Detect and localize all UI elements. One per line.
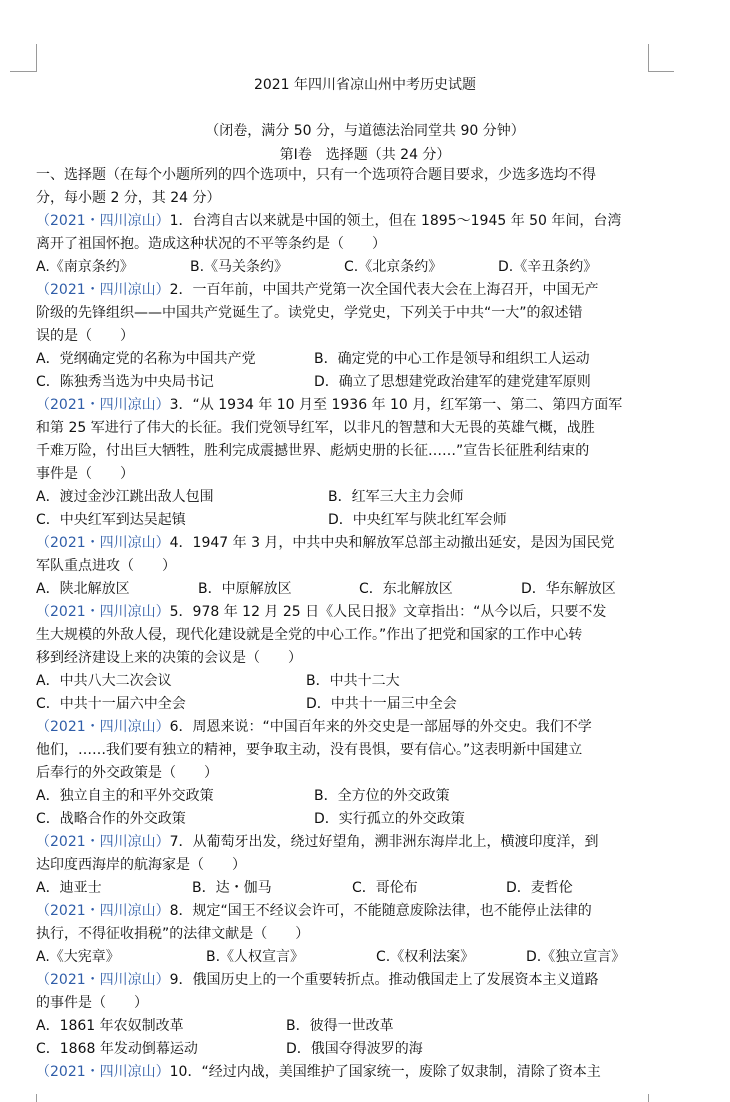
crop-mark-top-right-vertical — [648, 44, 649, 72]
source-tag: （2021・四川凉山） — [36, 719, 170, 735]
option-d: D．俄国夺得波罗的海 — [286, 1041, 423, 1057]
question-10-line — [36, 1061, 696, 1084]
question-8-line — [36, 900, 696, 923]
option-a: A．陕北解放区 — [36, 581, 130, 597]
option-b: B．全方位的外交政策 — [314, 788, 450, 804]
option-d: D．麦哲伦 — [506, 880, 573, 896]
crop-mark-top-left-vertical — [36, 44, 37, 72]
question-3-options-row2 — [36, 509, 696, 532]
question-2-options-row2 — [36, 371, 696, 394]
option-b: B．达・伽马 — [192, 880, 272, 896]
crop-mark-bottom-left-vertical — [36, 1094, 37, 1102]
instruction-line: 一、选择题（在每个小题所列的四个选项中，只有一个选项符合题目要求，少选多选均不得 — [36, 167, 596, 183]
option-d: D．中央红军与陕北红军会师 — [328, 512, 507, 528]
question-6-options-row1 — [36, 785, 696, 808]
source-tag: （2021・四川凉山） — [36, 972, 170, 988]
question-7-text: 7．从葡萄牙出发，绕过好望角，溯非洲东海岸北上，横渡印度洋，到 — [169, 834, 599, 850]
option-a: A．中共八大二次会议 — [36, 673, 172, 689]
question-5-line: 生大规模的外敌人侵，现代化建设就是全党的中心工作。”作出了把党和国家的工作中心转 — [36, 627, 583, 643]
crop-mark-bottom-right-vertical — [648, 1094, 649, 1102]
question-3-line: 事件是（ ） — [36, 466, 134, 482]
question-5-line: 移到经济建设上来的决策的会议是（ ） — [36, 650, 302, 666]
question-4-line: 军队重点进攻（ ） — [36, 558, 176, 574]
question-5-options-row2 — [36, 693, 696, 716]
document-subtitle: （闭卷，满分 50 分，与道德法治同堂共 90 分钟） — [205, 123, 525, 139]
source-tag: （2021・四川凉山） — [36, 903, 170, 919]
question-9-options-row2 — [36, 1038, 696, 1061]
option-b: B．确定党的中心工作是领导和组织工人运动 — [314, 351, 590, 367]
section-heading: 第Ⅰ卷 选择题（共 24 分） — [279, 147, 451, 163]
option-b: B．中共十二大 — [306, 673, 400, 689]
question-5-text: 5．978 年 12 月 25 日《人民日报》文章指出：“从今以后，只要不发 — [169, 604, 607, 620]
option-d: D.《辛丑条约》 — [498, 259, 598, 275]
question-7-line — [36, 831, 696, 854]
source-tag: （2021・四川凉山） — [36, 213, 170, 229]
option-d: D．确立了思想建党政治建军的建党建军原则 — [314, 374, 591, 390]
question-4-line — [36, 532, 696, 555]
crop-mark-top-right-horizontal — [648, 71, 674, 72]
question-6-text: 6．周恩来说：“中国百年来的外交史是一部屈辱的外交史。我们不学 — [169, 719, 592, 735]
question-4-options — [36, 578, 696, 601]
source-tag: （2021・四川凉山） — [36, 535, 170, 551]
source-tag: （2021・四川凉山） — [36, 604, 170, 620]
question-10-text: 10．“经过内战，美国维护了国家统一，废除了奴隶制，清除了资本主 — [169, 1064, 601, 1080]
question-3-line: 和第 25 军进行了伟大的长征。我们党领导红军，以非凡的智慧和大无畏的英雄气概，战胜 — [36, 420, 595, 436]
option-b: B．中原解放区 — [198, 581, 292, 597]
option-a: A．党纲确定党的名称为中国共产党 — [36, 351, 256, 367]
option-c: C．哥伦布 — [352, 880, 418, 896]
question-1-options — [36, 256, 696, 279]
question-6-options-row2 — [36, 808, 696, 831]
question-2-line: 误的是（ ） — [36, 328, 134, 344]
option-c: C.《权利法案》 — [376, 949, 475, 965]
option-a: A．渡过金沙江跳出敌人包围 — [36, 489, 214, 505]
option-b: B．红军三大主力会师 — [328, 489, 464, 505]
option-a: A．1861 年农奴制改革 — [36, 1018, 184, 1034]
question-3-line: 千难万险，付出巨大牺牲，胜利完成震撼世界、彪炳史册的长征……”宣告长征胜利结束的 — [36, 443, 590, 459]
question-9-text: 9．俄国历史上的一个重要转折点。推动俄国走上了发展资本主义道路 — [169, 972, 599, 988]
option-d: D．中共十一届三中全会 — [306, 696, 457, 712]
option-d: D．华东解放区 — [521, 581, 616, 597]
question-5-options-row1 — [36, 670, 696, 693]
option-c: C．陈独秀当选为中央局书记 — [36, 374, 214, 390]
question-3-options-row1 — [36, 486, 696, 509]
question-9-line: 的事件是（ ） — [36, 995, 148, 1011]
option-c: C．东北解放区 — [359, 581, 453, 597]
option-c: C.《北京条约》 — [344, 259, 443, 275]
option-b: B．彼得一世改革 — [286, 1018, 394, 1034]
question-9-line — [36, 969, 696, 992]
option-c: C．中共十一届六中全会 — [36, 696, 186, 712]
source-tag: （2021・四川凉山） — [36, 1064, 170, 1080]
option-d: D.《独立宣言》 — [526, 949, 626, 965]
option-a: A．独立自主的和平外交政策 — [36, 788, 214, 804]
question-2-text: 2．一百年前，中国共产党第一次全国代表大会在上海召开，中国无产 — [169, 282, 599, 298]
document-title: 2021 年四川省凉山州中考历史试题 — [253, 77, 477, 93]
question-2-line — [36, 279, 696, 302]
instruction-line: 分，每小题 2 分，其 24 分） — [36, 190, 221, 206]
option-b: B.《马关条约》 — [190, 259, 289, 275]
question-4-text: 4．1947 年 3 月，中共中央和解放军总部主动撤出延安，是因为国民党 — [169, 535, 615, 551]
crop-mark-top-left-horizontal — [10, 71, 37, 72]
question-8-text: 8．规定“国王不经议会许可，不能随意废除法律，也不能停止法律的 — [169, 903, 592, 919]
question-6-line: 后奉行的外交政策是（ ） — [36, 765, 218, 781]
source-tag: （2021・四川凉山） — [36, 282, 170, 298]
question-8-line: 执行，不得征收捐税”的法律文献是（ ） — [36, 926, 310, 942]
question-2-line: 阶级的先锋组织——中国共产党诞生了。读党史，学党史，下列关于中共“一大”的叙述错 — [36, 305, 583, 321]
question-1-line — [36, 210, 696, 233]
source-tag: （2021・四川凉山） — [36, 834, 170, 850]
question-6-line: 他们，……我们要有独立的精神，要争取主动，没有畏惧，要有信心。”这表明新中国建立 — [36, 742, 583, 758]
option-a: A.《南京条约》 — [36, 259, 134, 275]
option-c: C．1868 年发动倒幕运动 — [36, 1041, 198, 1057]
question-list — [36, 164, 696, 1084]
question-3-text: 3．“从 1934 年 10 月至 1936 年 10 月，红军第一、第二、第四方面军 — [169, 397, 623, 413]
question-1-line: 离开了祖国怀抱。造成这种状况的不平等条约是（ ） — [36, 236, 386, 252]
question-7-options — [36, 877, 696, 900]
question-1-text: 1．台湾自古以来就是中国的领土，但在 1895～1945 年 50 年间，台湾 — [169, 213, 622, 229]
option-c: C．中央红军到达吴起镇 — [36, 512, 186, 528]
question-7-line: 达印度西海岸的航海家是（ ） — [36, 857, 246, 873]
source-tag: （2021・四川凉山） — [36, 397, 170, 413]
question-9-options-row1 — [36, 1015, 696, 1038]
question-3-line — [36, 394, 696, 417]
question-8-options — [36, 946, 696, 969]
question-6-line — [36, 716, 696, 739]
option-d: D．实行孤立的外交政策 — [314, 811, 465, 827]
option-a: A.《大宪章》 — [36, 949, 120, 965]
question-2-options-row1 — [36, 348, 696, 371]
option-c: C．战略合作的外交政策 — [36, 811, 186, 827]
option-a: A．迪亚士 — [36, 880, 102, 896]
option-b: B.《人权宣言》 — [206, 949, 305, 965]
question-5-line — [36, 601, 696, 624]
